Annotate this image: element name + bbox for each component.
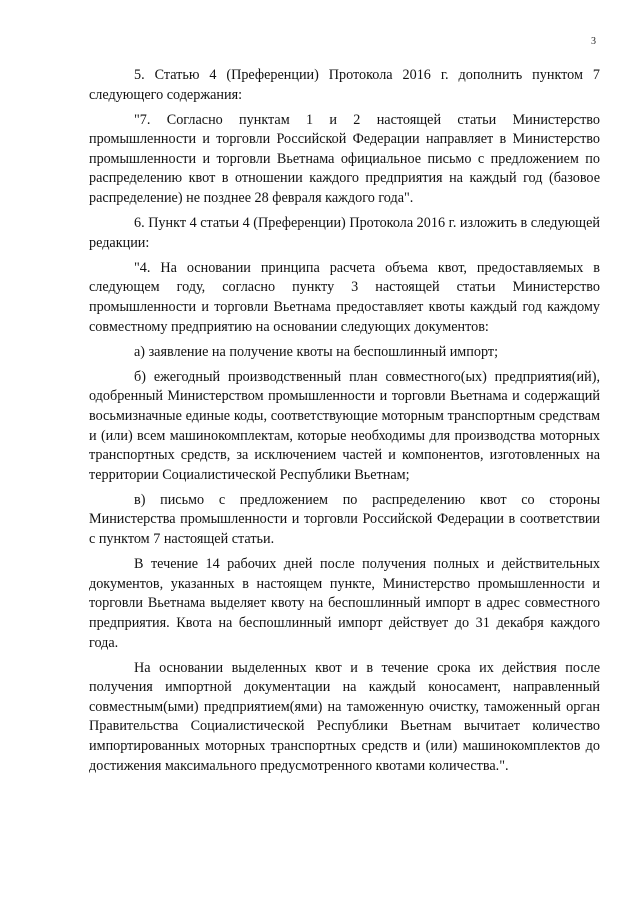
paragraph-quoted-item-4: "4. На основании принципа расчета объема квот, предоставляемых в следующем году, согласно пункту 3 настоящей статьи Министерство промышленности и торговли Вьетнама предоставляет квоты каждый год каждому совместному предприятию на основании следующих документов:: [89, 259, 600, 335]
paragraph-quota-allocation: В течение 14 рабочих дней после получения полных и действительных документов, указанных в настоящем пункте, Министерство промышленности и торговли Вьетнама выделяет квоту на беспошлинный импорт в адрес совместного предприятия. Квота на беспошлинный импорт действует до 31 декабря каждого года.: [89, 556, 600, 651]
paragraph-subitem-v: в) письмо с предложением по распределению квот со стороны Министерства промышленности и торговли Российской Федерации в соответствии с пунктом 7 настоящей статьи.: [89, 491, 600, 548]
paragraph-subitem-a: а) заявление на получение квоты на беспошлинный импорт;: [134, 343, 499, 360]
paragraph-subitem-b: б) ежегодный производственный план совместного(ых) предприятия(ий), одобренный Министерством промышленности и торговли Вьетнама и содержащий восьмизначные единые коды, соответствующие моторным транспортным средствам и (или) всем машинокомплектам, которые необходимы для производства моторных транспортных средств, за исключением частей и компонентов, изготовленных на территории Социалистической Республики Вьетнам;: [89, 368, 600, 483]
paragraph-item-5: 5. Статью 4 (Преференции) Протокола 2016 г. дополнить пунктом 7 следующего содержания:: [89, 67, 600, 103]
paragraph-item-6: 6. Пункт 4 статьи 4 (Преференции) Протокола 2016 г. изложить в следующей редакции:: [89, 215, 600, 251]
paragraph-quota-deduction: На основании выделенных квот и в течение срока их действия после получения импортной документации на каждый коносамент, направленный совместным(ыми) предприятием(ями) на таможенную очистку, таможенный орган Правительства Социалистической Республики Вьетнам вычитает количество импортированных моторных транспортных средств и (или) машинокомплектов до достижения максимального предусмотренного квотами количества.".: [89, 659, 600, 774]
page-number: 3: [591, 36, 596, 47]
document-body: [89, 66, 600, 782]
paragraph-quoted-item-7: "7. Согласно пунктам 1 и 2 настоящей статьи Министерство промышленности и торговли Российской Федерации направляет в Министерство промышленности и торговли Вьетнама официальное письмо с предложением по распределению квот в отношении каждого предприятия на каждый год (базовое распределение) не позднее 28 февраля каждого года".: [89, 111, 600, 207]
